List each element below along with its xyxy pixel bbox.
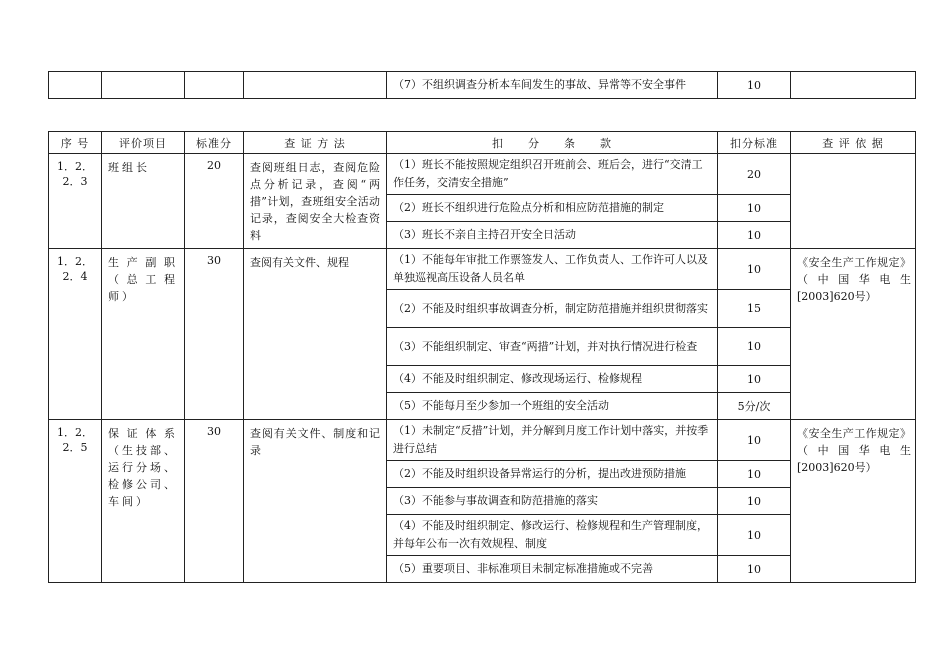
deduct-cell: 10: [718, 195, 791, 222]
deduct-cell: 10: [718, 72, 791, 99]
deduct-cell: 15: [718, 290, 791, 328]
clause-cell: （1）不能每年审批工作票签发人、工作负责人、工作许可人以及单独巡视高压设备人员名单: [387, 249, 718, 290]
table-row: [49, 154, 916, 195]
std-cell: [185, 72, 244, 99]
item-cell: 生产副职（总工程师）: [102, 249, 185, 420]
clause-cell: （4）不能及时组织制定、修改运行、检修规程和生产管理制度，并每年公布一次有效规程、制度: [387, 515, 718, 556]
item-cell: 班组长: [102, 154, 185, 249]
clause-cell: （3）不能参与事故调查和防范措施的落实: [387, 488, 718, 515]
clause-cell: （2）不能及时组织事故调查分析，制定防范措施并组织贯彻落实: [387, 290, 718, 328]
header-item: 评价项目: [102, 132, 185, 154]
clause-cell: （3）不能组织制定、审查“两措”计划，并对执行情况进行检查: [387, 328, 718, 366]
seq-cell: 1．2．2．5: [49, 420, 102, 583]
deduct-cell: 10: [718, 249, 791, 290]
clause-cell: （7）不组织调查分析本车间发生的事故、异常等不安全事件: [387, 72, 718, 99]
item-cell: [102, 72, 185, 99]
header-row: [49, 132, 916, 154]
deduct-cell: 10: [718, 222, 791, 249]
method-cell: 查阅班组日志，查阅危险点分析记录，查阅“两措”计划，查班组安全活动记录，查阅安全大检查资料: [244, 154, 387, 249]
header-method: 查 证 方 法: [244, 132, 387, 154]
seq-cell: [49, 72, 102, 99]
clause-cell: （2）班长不组织进行危险点分析和相应防范措施的制定: [387, 195, 718, 222]
deduct-cell: 10: [718, 556, 791, 583]
basis-cell: 《安全生产工作规定》（中国华电生[2003]620号）: [791, 420, 916, 583]
header-deduct: 扣分标准: [718, 132, 791, 154]
seq-cell: 1．2．2．4: [49, 249, 102, 420]
deduct-cell: 5分/次: [718, 393, 791, 420]
basis-cell: [791, 154, 916, 249]
header-clause: 扣 分 条 款: [387, 132, 718, 154]
std-score-cell: 20: [185, 154, 244, 249]
header-seq: 序 号: [49, 132, 102, 154]
std-score-cell: 30: [185, 249, 244, 420]
method-cell: 查阅有关文件、规程: [244, 249, 387, 420]
item-cell: 保证体系（生技部、运行分场、检修公司、车间）: [102, 420, 185, 583]
table-row: [49, 249, 916, 290]
deduct-cell: 10: [718, 488, 791, 515]
clause-cell: （5）重要项目、非标准项目未制定标准措施或不完善: [387, 556, 718, 583]
method-cell: [244, 72, 387, 99]
continuation-table: [48, 71, 916, 99]
header-basis: 查 评 依 据: [791, 132, 916, 154]
deduct-cell: 10: [718, 328, 791, 366]
deduct-cell: 10: [718, 461, 791, 488]
clause-cell: （2）不能及时组织设备异常运行的分析，提出改进预防措施: [387, 461, 718, 488]
std-score-cell: 30: [185, 420, 244, 583]
method-cell: 查阅有关文件、制度和记录: [244, 420, 387, 583]
evaluation-table: [48, 131, 916, 583]
basis-cell: [791, 72, 916, 99]
basis-cell: 《安全生产工作规定》（中国华电生[2003]620号）: [791, 249, 916, 420]
header-std: 标准分: [185, 132, 244, 154]
seq-cell: 1．2．2．3: [49, 154, 102, 249]
deduct-cell: 10: [718, 515, 791, 556]
deduct-cell: 20: [718, 154, 791, 195]
table-row: [49, 420, 916, 461]
clause-cell: （1）未制定“反措”计划，并分解到月度工作计划中落实，并按季进行总结: [387, 420, 718, 461]
table-row: [49, 72, 916, 99]
clause-cell: （3）班长不亲自主持召开安全日活动: [387, 222, 718, 249]
clause-cell: （1）班长不能按照规定组织召开班前会、班后会，进行“交清工作任务，交清安全措施”: [387, 154, 718, 195]
deduct-cell: 10: [718, 420, 791, 461]
clause-cell: （4）不能及时组织制定、修改现场运行、检修规程: [387, 366, 718, 393]
deduct-cell: 10: [718, 366, 791, 393]
clause-cell: （5）不能每月至少参加一个班组的安全活动: [387, 393, 718, 420]
